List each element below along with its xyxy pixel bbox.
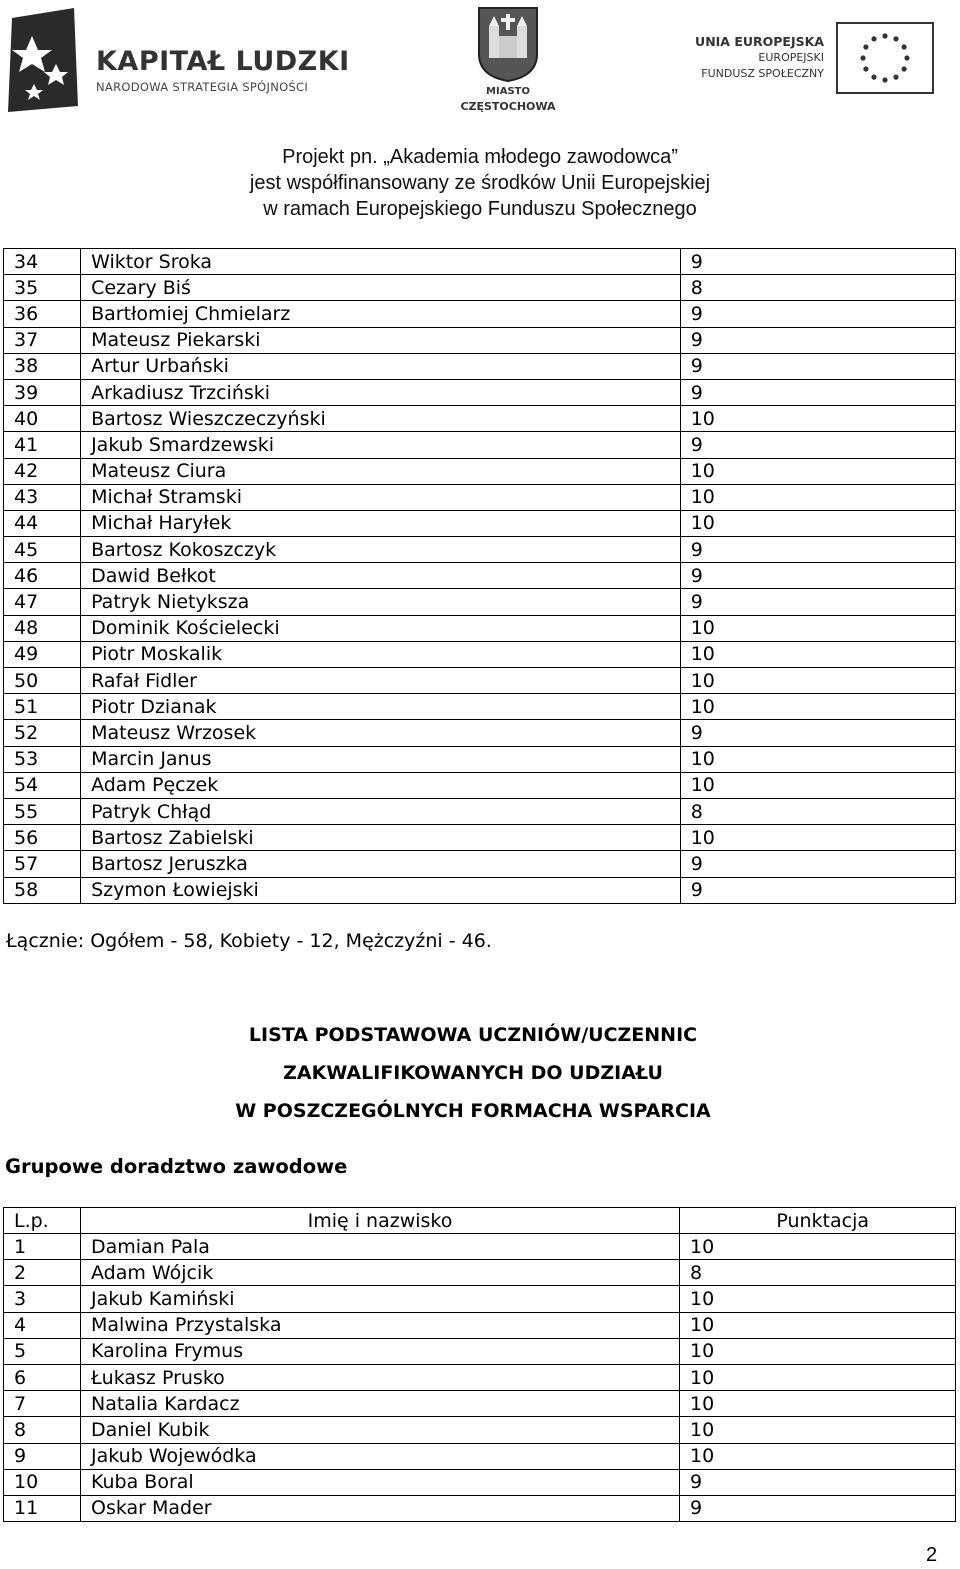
header-lp: L.p. [4, 1208, 81, 1234]
row-name: Michał Haryłek [81, 510, 681, 536]
row-number: 39 [4, 379, 81, 405]
summary-text: Łącznie: Ogółem - 58, Kobiety - 12, Mężczyźni - 46. [6, 930, 492, 952]
table-row [4, 406, 956, 432]
table-row [4, 1417, 956, 1443]
row-number: 46 [4, 563, 81, 589]
table-row [4, 851, 956, 877]
group-counseling-table-body [4, 1234, 956, 1522]
row-number: 9 [4, 1443, 81, 1469]
row-name: Rafał Fidler [81, 668, 681, 694]
row-score: 10 [680, 1234, 956, 1260]
row-name: Michał Stramski [81, 484, 681, 510]
row-name: Cezary Biś [81, 275, 681, 301]
table-row [4, 1364, 956, 1390]
row-number: 45 [4, 537, 81, 563]
row-score: 10 [680, 825, 955, 851]
row-name: Malwina Przystalska [81, 1312, 680, 1338]
row-number: 1 [4, 1234, 81, 1260]
row-number: 41 [4, 432, 81, 458]
row-name: Bartosz Wieszczeczyński [81, 406, 681, 432]
row-score: 9 [680, 589, 955, 615]
row-score: 10 [680, 615, 955, 641]
row-name: Karolina Frymus [81, 1338, 680, 1364]
project-header [0, 144, 960, 222]
row-name: Jakub Wojewódka [81, 1443, 680, 1469]
table-row [4, 615, 956, 641]
participants-table-continued [3, 248, 956, 904]
table-row [4, 1391, 956, 1417]
row-number: 50 [4, 668, 81, 694]
eu-star-icon [882, 77, 887, 82]
row-number: 56 [4, 825, 81, 851]
table-row [4, 1234, 956, 1260]
section-title-line3: W POSZCZEGÓLNYCH FORMACHA WSPARCIA [235, 1100, 711, 1122]
table-header-row [4, 1208, 956, 1234]
row-score: 9 [680, 537, 955, 563]
city-crest-icon [477, 6, 539, 82]
row-name: Jakub Kamiński [81, 1286, 680, 1312]
row-name: Mateusz Ciura [81, 458, 681, 484]
table-row [4, 1443, 956, 1469]
row-name: Damian Pala [81, 1234, 680, 1260]
eu-text-line1: UNIA EUROPEJSKA [695, 34, 824, 49]
row-score: 10 [680, 641, 955, 667]
row-score: 10 [680, 1417, 956, 1443]
eu-star-icon [902, 66, 907, 71]
row-number: 42 [4, 458, 81, 484]
header-score: Punktacja [680, 1208, 956, 1234]
table-row [4, 798, 956, 824]
row-name: Piotr Dzianak [81, 694, 681, 720]
row-name: Adam Pęczek [81, 772, 681, 798]
project-header-line1: Projekt pn. „Akademia młodego zawodowca” [282, 146, 678, 168]
kapital-ludzki-subtitle: NARODOWA STRATEGIA SPÓJNOŚCI [96, 80, 309, 94]
eu-star-icon [860, 55, 865, 60]
row-number: 38 [4, 353, 81, 379]
city-name-line1: MIASTO [486, 86, 530, 97]
row-score: 9 [680, 379, 955, 405]
kapital-ludzki-emblem-icon [4, 6, 82, 114]
row-score: 10 [680, 746, 955, 772]
city-name-line2: CZĘSTOCHOWA [460, 100, 556, 113]
table-row [4, 877, 956, 903]
row-name: Dawid Bełkot [81, 563, 681, 589]
row-number: 57 [4, 851, 81, 877]
table-row [4, 458, 956, 484]
row-name: Patryk Nietyksza [81, 589, 681, 615]
row-name: Mateusz Piekarski [81, 327, 681, 353]
row-number: 8 [4, 1417, 81, 1443]
project-header-line2: jest współfinansowany ze środków Unii Europejskiej [249, 172, 711, 194]
group-counseling-table [3, 1207, 956, 1522]
row-number: 43 [4, 484, 81, 510]
row-number: 58 [4, 877, 81, 903]
row-name: Bartosz Zabielski [81, 825, 681, 851]
row-number: 4 [4, 1312, 81, 1338]
row-number: 6 [4, 1364, 81, 1390]
row-score: 9 [680, 249, 955, 275]
row-name: Bartosz Kokoszczyk [81, 537, 681, 563]
row-score: 10 [680, 1338, 956, 1364]
row-score: 10 [680, 1286, 956, 1312]
eu-text-line3: FUNDUSZ SPOŁECZNY [701, 67, 824, 80]
eu-star-icon [863, 66, 868, 71]
table-row [4, 641, 956, 667]
row-number: 7 [4, 1391, 81, 1417]
eu-text-line2: EUROPEJSKI [758, 51, 824, 64]
row-score: 10 [680, 1443, 956, 1469]
logo-bar [0, 0, 960, 120]
row-score: 9 [680, 1495, 956, 1521]
row-score: 8 [680, 798, 955, 824]
eu-star-icon [871, 75, 876, 80]
table-row [4, 301, 956, 327]
eu-star-icon [904, 55, 909, 60]
row-score: 9 [680, 327, 955, 353]
row-name: Mateusz Wrzosek [81, 720, 681, 746]
row-number: 10 [4, 1469, 81, 1495]
table-row [4, 249, 956, 275]
row-score: 9 [680, 301, 955, 327]
row-score: 9 [680, 432, 955, 458]
row-score: 9 [680, 851, 955, 877]
kapital-ludzki-logo [4, 6, 354, 116]
page-number: 2 [926, 1544, 938, 1566]
row-name: Bartosz Jeruszka [81, 851, 681, 877]
table-row [4, 510, 956, 536]
eu-star-icon [893, 36, 898, 41]
row-name: Bartłomiej Chmielarz [81, 301, 681, 327]
row-score: 9 [680, 353, 955, 379]
table-row [4, 537, 956, 563]
table-row [4, 746, 956, 772]
row-number: 51 [4, 694, 81, 720]
row-number: 40 [4, 406, 81, 432]
table-row [4, 1469, 956, 1495]
row-score: 9 [680, 1469, 956, 1495]
czestochowa-logo [455, 6, 565, 114]
row-number: 36 [4, 301, 81, 327]
row-name: Artur Urbański [81, 353, 681, 379]
table-row [4, 772, 956, 798]
table-row [4, 275, 956, 301]
row-name: Wiktor Sroka [81, 249, 681, 275]
row-number: 47 [4, 589, 81, 615]
row-number: 35 [4, 275, 81, 301]
row-score: 10 [680, 510, 955, 536]
row-number: 5 [4, 1338, 81, 1364]
row-name: Patryk Chłąd [81, 798, 681, 824]
section-title [0, 1016, 946, 1130]
table-row [4, 1260, 956, 1286]
row-score: 10 [680, 772, 955, 798]
table-row [4, 484, 956, 510]
section-title-line1: LISTA PODSTAWOWA UCZNIÓW/UCZENNIC [248, 1024, 698, 1046]
row-score: 9 [680, 563, 955, 589]
row-number: 11 [4, 1495, 81, 1521]
header-name: Imię i nazwisko [81, 1208, 680, 1234]
table-row [4, 353, 956, 379]
row-score: 10 [680, 406, 955, 432]
row-name: Daniel Kubik [81, 1417, 680, 1443]
row-name: Marcin Janus [81, 746, 681, 772]
row-name: Dominik Kościelecki [81, 615, 681, 641]
row-score: 10 [680, 458, 955, 484]
table-row [4, 1312, 956, 1338]
row-number: 49 [4, 641, 81, 667]
row-number: 37 [4, 327, 81, 353]
row-name: Arkadiusz Trzciński [81, 379, 681, 405]
row-score: 10 [680, 1364, 956, 1390]
table-row [4, 1495, 956, 1521]
table-row [4, 1338, 956, 1364]
row-name: Jakub Smardzewski [81, 432, 681, 458]
subsection-title: Grupowe doradztwo zawodowe [5, 1155, 348, 1178]
table-row [4, 720, 956, 746]
row-number: 34 [4, 249, 81, 275]
kapital-ludzki-title: KAPITAŁ LUDZKI [96, 46, 350, 77]
row-score: 8 [680, 1260, 956, 1286]
participants-table-body [4, 249, 956, 904]
row-number: 3 [4, 1286, 81, 1312]
eu-efs-logo [688, 22, 948, 102]
table-row [4, 589, 956, 615]
row-number: 44 [4, 510, 81, 536]
row-name: Łukasz Prusko [81, 1364, 680, 1390]
eu-flag-icon [836, 22, 934, 94]
row-name: Oskar Mader [81, 1495, 680, 1521]
project-header-line3: w ramach Europejskiego Funduszu Społecznego [263, 198, 697, 220]
table-row [4, 327, 956, 353]
row-name: Szymon Łowiejski [81, 877, 681, 903]
table-row [4, 379, 956, 405]
row-score: 10 [680, 484, 955, 510]
row-name: Natalia Kardacz [81, 1391, 680, 1417]
row-score: 10 [680, 1391, 956, 1417]
table-row [4, 668, 956, 694]
row-number: 53 [4, 746, 81, 772]
row-number: 2 [4, 1260, 81, 1286]
row-score: 9 [680, 720, 955, 746]
row-score: 10 [680, 1312, 956, 1338]
eu-star-icon [902, 44, 907, 49]
section-title-line2: ZAKWALIFIKOWANYCH DO UDZIAŁU [283, 1062, 663, 1084]
eu-star-icon [893, 75, 898, 80]
row-score: 10 [680, 668, 955, 694]
eu-star-icon [871, 36, 876, 41]
table-row [4, 563, 956, 589]
row-number: 55 [4, 798, 81, 824]
row-number: 52 [4, 720, 81, 746]
row-score: 8 [680, 275, 955, 301]
table-row [4, 825, 956, 851]
eu-star-icon [863, 44, 868, 49]
row-name: Adam Wójcik [81, 1260, 680, 1286]
eu-star-icon [882, 33, 887, 38]
row-number: 48 [4, 615, 81, 641]
row-name: Kuba Boral [81, 1469, 680, 1495]
table-row [4, 432, 956, 458]
row-score: 9 [680, 877, 955, 903]
row-number: 54 [4, 772, 81, 798]
row-name: Piotr Moskalik [81, 641, 681, 667]
table-row [4, 694, 956, 720]
row-score: 10 [680, 694, 955, 720]
table-row [4, 1286, 956, 1312]
eu-text-block [688, 34, 824, 82]
